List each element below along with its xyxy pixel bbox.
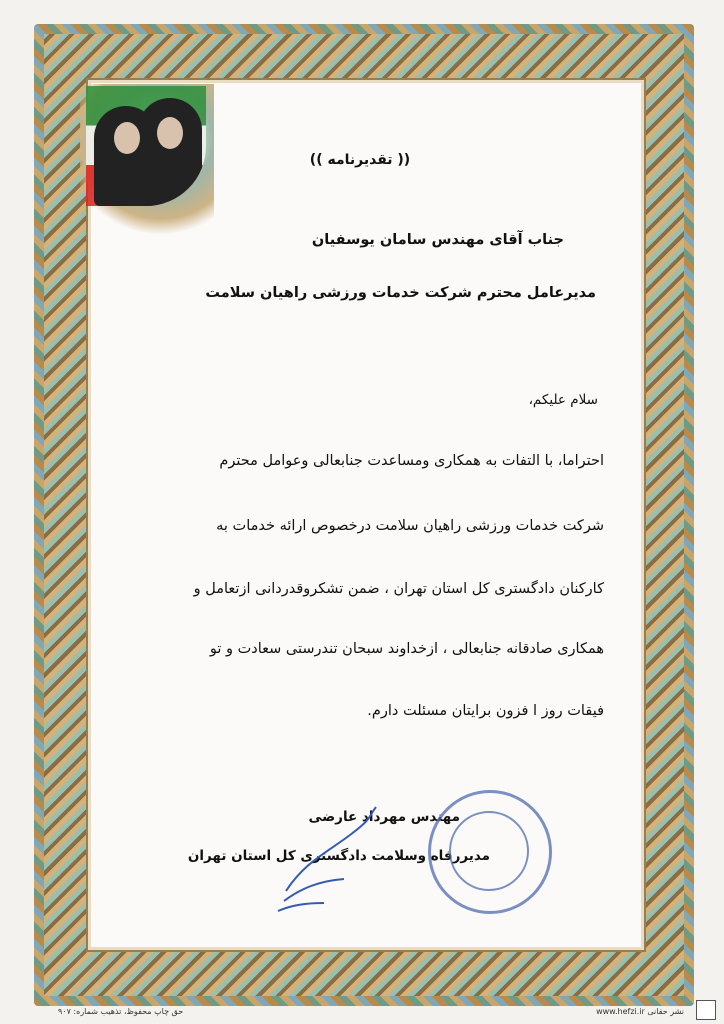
publisher-logo: [696, 1000, 716, 1020]
recipient-title: مدیرعامل محترم شرکت خدمات ورزشی راهیان سلامت: [205, 285, 596, 301]
greeting: سلام علیکم،: [528, 392, 598, 408]
signature: [266, 783, 388, 919]
body-line-2: شرکت خدمات ورزشی راهیان سلامت درخصوص ارائه خدمات به: [216, 518, 604, 534]
signer-position: مدیررفاه وسلامت دادگستری کل استان تهران: [187, 848, 490, 864]
body-line-5: فیقات روز ا فزون برایتان مسئلت دارم.: [367, 703, 604, 719]
body-line-3: کارکنان دادگستری کل استان تهران ، ضمن تشکروقدردانی ازتعامل و: [193, 581, 604, 597]
signer-name: مهندس مهرداد عارضی: [308, 809, 460, 825]
portrait-right-face: [157, 117, 183, 149]
body-line-1: احتراما، با التفات به همکاری ومساعدت جنابعالی وعوامل محترم: [219, 453, 604, 469]
footer-publisher: نشر حقانی www.hefzi.ir: [596, 1007, 684, 1016]
document-title: (( تقدیرنامه )): [309, 152, 411, 168]
recipient-line: جناب آقای مهندس سامان یوسفیان: [311, 232, 564, 248]
portrait-left-face: [114, 122, 140, 154]
portrait-right-person: [138, 98, 202, 206]
body-line-4: همکاری صادقانه جنابعالی ، ازخداوند سبحان تندرستی سعادت و تو: [209, 641, 604, 657]
official-stamp: [428, 790, 552, 914]
footer-copyright: حق چاپ محفوظ، تذهیب شماره: ۹۰۷: [58, 1007, 184, 1016]
leaders-portrait: [86, 86, 206, 206]
